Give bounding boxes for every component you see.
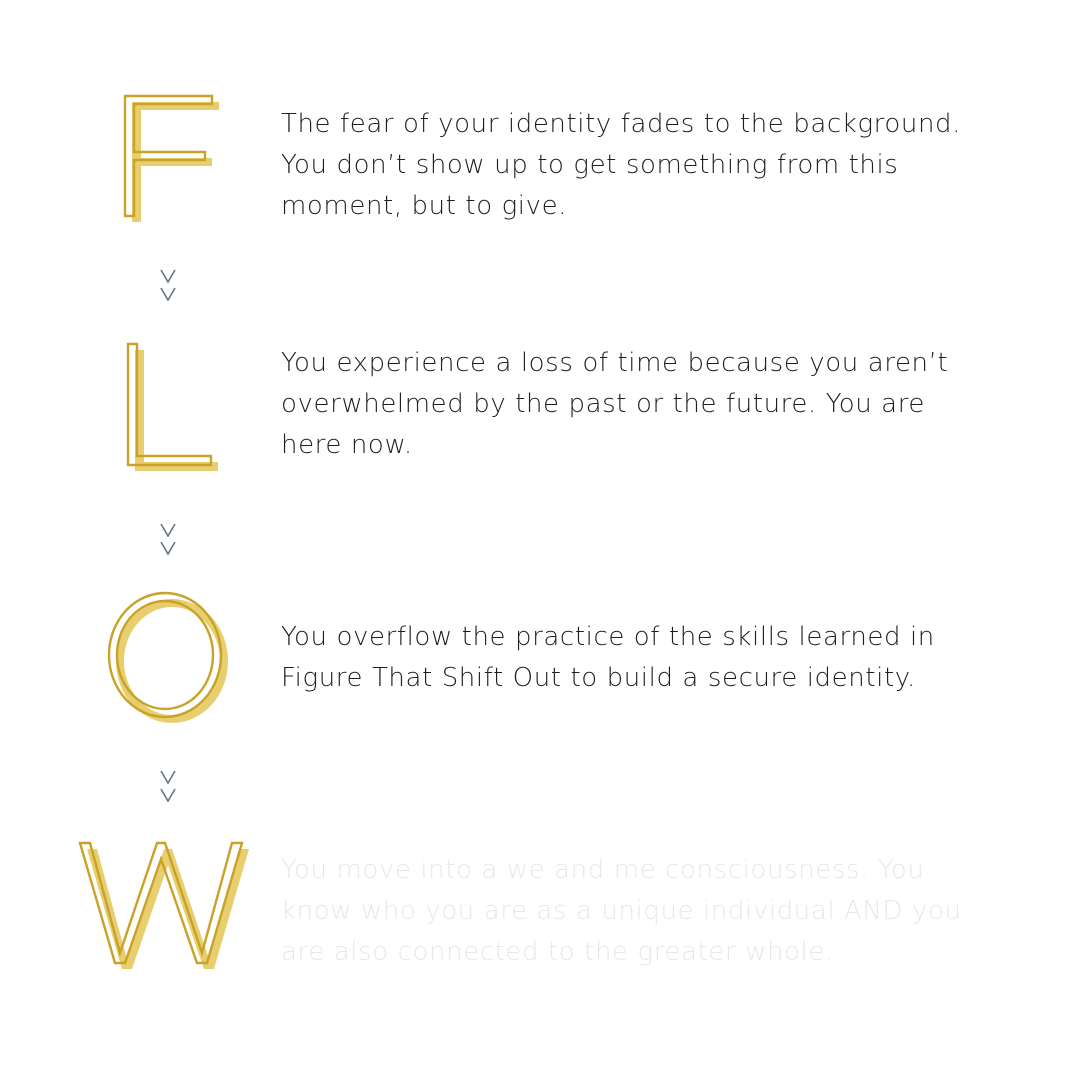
section-l-text: You experience a loss of time because you aren’t overwhelmed by the past or the future. You are here now. [281,348,949,460]
chevron-down-double-icon [156,769,180,809]
letter-l-icon [70,338,260,488]
section-f-text: The fear of your identity fades to the background. You don’t show up to get something from this moment, but to give. [281,109,962,221]
chevron-down-double-icon [156,522,180,562]
letter-f-icon [70,90,260,240]
chevron-down-double-icon [156,268,180,308]
section-o-text: You overflow the practice of the skills learned in Figure That Shift Out to build a secure identity. [281,622,935,693]
letter-o-icon [70,585,260,735]
section-w-text: You move into a we and me consciousness. You know who you are as a unique individual AND you are also connected to the greater whole. [281,855,962,967]
letter-w-icon [70,835,260,985]
